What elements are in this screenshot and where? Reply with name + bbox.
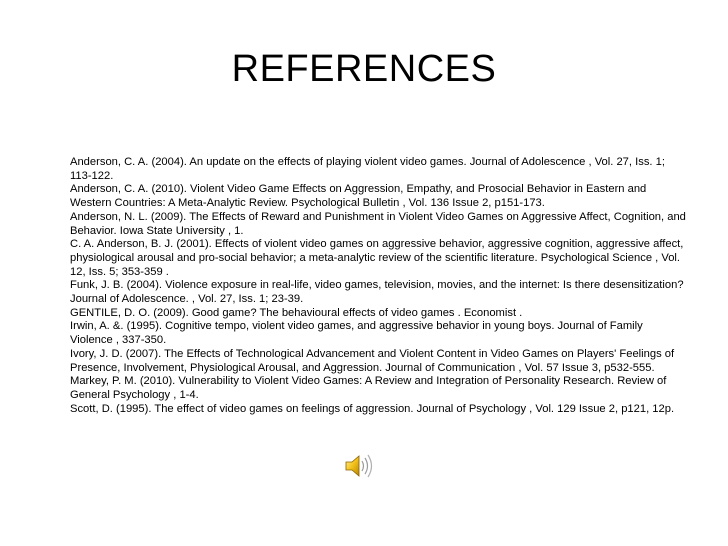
reference-item: Anderson, N. L. (2009). The Effects of Reward and Punishment in Violent Video Games on Aggressive Affect, Cognition, and Behavior. Iowa State University , 1.	[70, 210, 686, 237]
reference-item: Ivory, J. D. (2007). The Effects of Technological Advancement and Violent Content in Video Games on Players' Feelings of Presence, Involvement, Physiological Arousal, and Aggression. Journal of Communication , Vol. 57 Issue 3, p532-555.	[70, 347, 675, 374]
reference-item: C. A. Anderson, B. J. (2001). Effects of violent video games on aggressive behavior, aggressive cognition, aggressive affect, physiological arousal and pro-social behavior; a meta-analytic review of the scientific literature. Psychological Science , Vol. 12, Iss. 5; 353-359 .	[70, 238, 684, 278]
reference-item: GENTILE, D. O. (2009). Good game? The behavioural effects of video games . Economist .	[70, 306, 523, 319]
reference-item: Markey, P. M. (2010). Vulnerability to Violent Video Games: A Review and Integration of Personality Research. Review of General Psychology , 1-4.	[70, 375, 667, 401]
slide-title: REFERENCES	[231, 48, 497, 90]
reference-item: Irwin, A. &. (1995). Cognitive tempo, violent video games, and aggressive behavior in young boys. Journal of Family Violence , 337-350.	[70, 320, 643, 347]
reference-item: Scott, D. (1995). The effect of video games on feelings of aggression. Journal of Psychology , Vol. 129 Issue 2, p121, 12p.	[70, 402, 675, 415]
reference-item: Anderson, C. A. (2004). An update on the effects of playing violent video games. Journal of Adolescence , Vol. 27, Iss. 1; 113-122.	[70, 156, 665, 182]
reference-item: Anderson, C. A. (2010). Violent Video Game Effects on Aggression, Empathy, and Prosocial Behavior in Eastern and Western Countries: A Meta-Analytic Review. Psychological Bulletin , Vol. 136 Issue 2, p151-173.	[70, 183, 647, 210]
reference-item: Funk, J. B. (2004). Violence exposure in real-life, video games, television, movies, and the internet: Is there desensitization? Journal of Adolescence. , Vol. 27, Iss. 1; 23-39.	[70, 279, 684, 306]
reference-list	[70, 156, 686, 416]
speaker-icon[interactable]	[344, 453, 374, 479]
